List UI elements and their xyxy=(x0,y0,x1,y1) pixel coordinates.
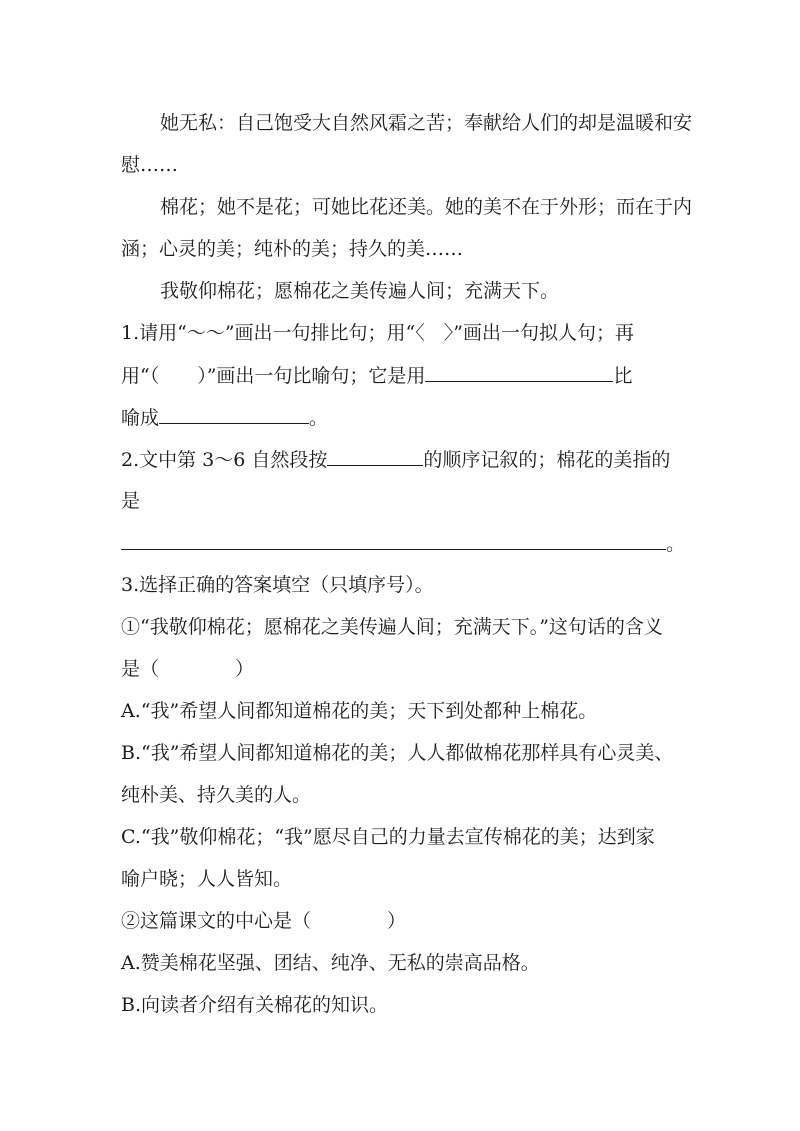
q3-sub1-line2: 是（ ） xyxy=(121,658,255,680)
q3-sub1-option-b-line1: B.“我”希望人间都知道棉花的美；人人都做棉花那样具有心灵美、 xyxy=(121,742,674,764)
passage-p2-line1: 棉花；她不是花；可她比花还美。她的美不在于外形；而在于内 xyxy=(160,196,693,218)
passage-p1-line1: 她无私：自己饱受大自然风霜之苦；奉献给人们的却是温暖和安 xyxy=(160,112,693,134)
q2-line3-suffix: 。 xyxy=(666,533,686,555)
q2-line3 xyxy=(121,531,685,556)
q1-line3-suffix: 。 xyxy=(309,407,329,429)
passage-p2-line2: 涵；心灵的美；纯朴的美；持久的美…… xyxy=(121,238,464,260)
q1-line1: 1.请用“～～”画出一句排比句；用“〈 〉”画出一句拟人句；再 xyxy=(121,322,634,344)
passage-p1-line2: 慰…… xyxy=(121,154,179,176)
q3-sub1-option-c-line2: 喻户晓；人人皆知。 xyxy=(121,868,293,890)
q3-sub1-line1: ①“我敬仰棉花；愿棉花之美传遍人间；充满天下。”这句话的含义 xyxy=(121,616,663,638)
passage-p3-line1: 我敬仰棉花；愿棉花之美传遍人间；充满天下。 xyxy=(160,280,560,302)
q2-answer-blank-2[interactable] xyxy=(121,531,666,550)
q2-line1-suffix: 的顺序记叙的；棉花的美指的 xyxy=(423,449,671,471)
q2-line2: 是 xyxy=(121,490,141,512)
q1-answer-blank-2[interactable] xyxy=(159,405,309,424)
q1-line3 xyxy=(121,405,328,430)
q2-line1 xyxy=(121,447,670,472)
q1-line2-prefix: 用“（ ）”画出一句比喻句；它是用 xyxy=(121,365,426,387)
q1-line2-suffix: 比 xyxy=(613,365,633,387)
q3-sub2-option-b: B.向读者介绍有关棉花的知识。 xyxy=(121,994,389,1016)
q2-line1-prefix: 2.文中第 3～6 自然段按 xyxy=(121,449,328,471)
q1-line3-prefix: 喻成 xyxy=(121,407,160,429)
q3-sub1-option-a: A.“我”希望人间都知道棉花的美；天下到处都种上棉花。 xyxy=(121,700,598,722)
q3-sub2-option-a: A.赞美棉花坚强、团结、纯净、无私的崇高品格。 xyxy=(121,952,540,974)
q3-sub2-line1: ②这篇课文的中心是（ ） xyxy=(121,910,407,932)
q1-answer-blank-1[interactable] xyxy=(425,363,613,382)
q3-sub1-option-c-line1: C.“我”敬仰棉花；“我”愿尽自己的力量去宣传棉花的美；达到家 xyxy=(121,826,655,848)
q3-title: 3.选择正确的答案填空（只填序号）。 xyxy=(121,574,434,596)
q1-line2 xyxy=(121,363,632,388)
q2-answer-blank-1[interactable] xyxy=(327,447,423,466)
q3-sub1-option-b-line2: 纯朴美、持久美的人。 xyxy=(121,784,312,806)
